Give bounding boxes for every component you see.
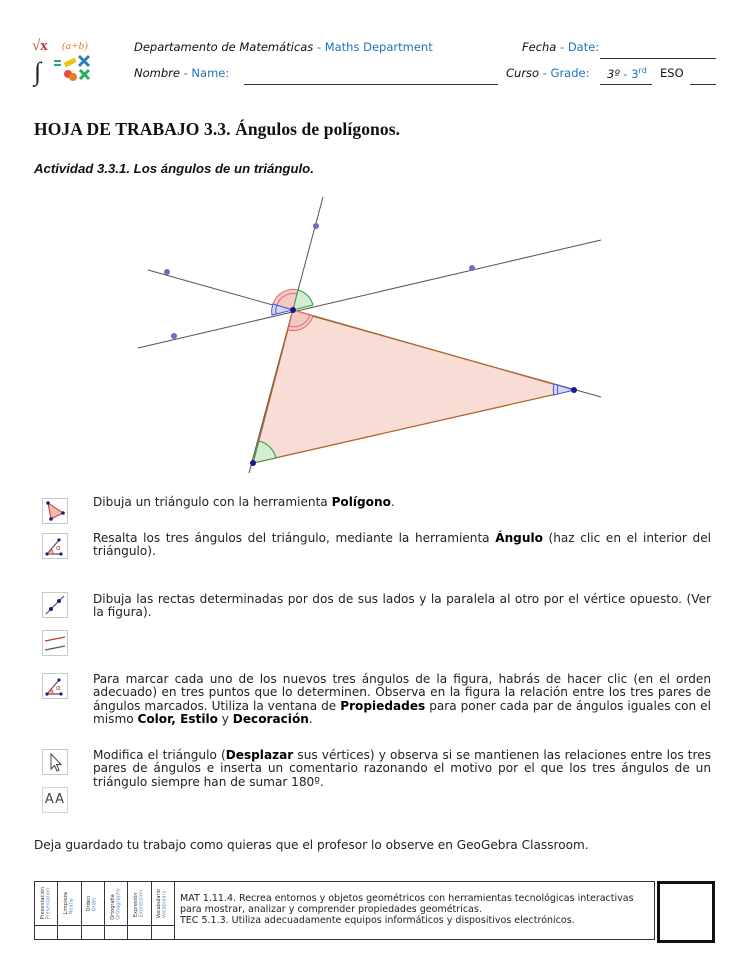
competency-line-3: TEC 5.1.3. Utiliza adecuadamente equipos informáticos y dispositivos electrónicos. <box>180 915 575 927</box>
department-en: Maths Department <box>324 40 433 54</box>
triangle-fill <box>253 310 574 463</box>
competency-line-1: MAT 1.11.4. Recrea entornos y objetos geométricos con herramientas tecnológicas interactivas <box>180 893 634 904</box>
activity-subtitle: Actividad 3.3.1. Los ángulos de un triángulo. <box>34 161 314 176</box>
polygon-tool-icon[interactable] <box>42 498 68 524</box>
rubric-col-en-orthography: Orthography <box>115 887 122 920</box>
department-sep: - <box>313 40 325 54</box>
rubric-col-es-order: Orden <box>86 895 93 912</box>
instruction-4-bold-2: Color, Estilo <box>137 712 218 727</box>
date-en: Date: <box>567 40 600 54</box>
rubric-col-presentation <box>35 882 58 925</box>
grade-en: Grade: <box>550 66 590 80</box>
instruction-5-bold-1: Desplazar <box>225 748 294 762</box>
logo-integral-text: ∫ <box>34 57 42 86</box>
instruction-1-end: . <box>390 495 395 509</box>
instruction-4-bold-1: Propiedades <box>340 698 426 713</box>
rubric-col-en-vocabulary: Vocabulary <box>161 890 168 919</box>
competency-text <box>180 893 650 927</box>
aux-point-1[interactable] <box>164 269 170 275</box>
logo-ab-text: (a+b) <box>62 40 88 52</box>
grade-value-sep: - <box>619 66 632 81</box>
angle-b[interactable] <box>553 384 574 395</box>
angle-tool-icon[interactable] <box>42 533 68 559</box>
instruction-3 <box>93 593 711 620</box>
date-es: Fecha <box>522 40 557 54</box>
instruction-4-text-1: Para marcar cada uno de los nuevos tres ángulos de la figura, habrás de hacer clic (en el orden adecuado) en tres puntos que lo determinen. Observa en la figura la relación entre los tres pares de ángulos marcados. Utiliza la ventana de <box>93 672 711 713</box>
rubric-col-en-expression: Expression <box>138 889 145 918</box>
rubric-col-expression <box>128 882 151 925</box>
rubric-col-es-neatly: Limpieza <box>62 892 69 915</box>
vertex-a[interactable] <box>290 307 296 313</box>
rubric-col-es-presentation: Presentación <box>39 887 46 920</box>
grade-value-es: 3º <box>607 66 620 81</box>
score-cell-order[interactable] <box>82 926 105 939</box>
rubric-col-label-orthography <box>111 888 122 920</box>
rubric-col-vocabulary <box>152 882 174 925</box>
instruction-2 <box>93 532 711 559</box>
grade-es: Curso <box>506 66 540 80</box>
text-tool-label: AA <box>44 792 66 807</box>
rubric-col-label-presentation <box>41 887 52 919</box>
rubric-col-neatly <box>58 882 81 925</box>
move-tool-icon[interactable] <box>42 749 68 775</box>
rubric-col-es-expression: Expresión <box>132 892 139 918</box>
department-es: Departamento de Matemáticas <box>134 40 314 54</box>
text-tool-icon[interactable] <box>42 787 68 813</box>
rubric-col-label-order <box>87 896 98 911</box>
name-sep: - <box>179 66 192 80</box>
svg-text:α: α <box>56 544 61 552</box>
date-sep: - <box>556 40 568 54</box>
instruction-2-text: Resalta los tres ángulos del triángulo, mediante la herramienta <box>93 531 496 545</box>
assessment-footer <box>34 881 655 940</box>
score-cell-expression[interactable] <box>128 926 151 939</box>
worksheet-title: HOJA DE TRABAJO 3.3. Ángulos de polígonos. <box>34 119 401 139</box>
name-es: Nombre <box>134 66 180 80</box>
vertex-c[interactable] <box>250 460 256 466</box>
vertex-b[interactable] <box>571 387 577 393</box>
instruction-1 <box>93 496 711 509</box>
rubric-col-label-neatly <box>64 892 75 914</box>
aux-point-3[interactable] <box>469 265 475 271</box>
instruction-2-bold: Ángulo <box>495 531 543 545</box>
aux-point-4[interactable] <box>171 333 177 339</box>
rubric-col-label-vocabulary <box>157 889 168 918</box>
instruction-5 <box>93 749 711 789</box>
rubric-col-en-order: Order <box>91 896 98 912</box>
rubric-header <box>35 882 175 926</box>
instruction-5-text-1: Modifica el triángulo ( <box>93 748 226 762</box>
line-tool-icon[interactable] <box>42 592 68 618</box>
grade-sep: - <box>539 66 551 80</box>
score-cell-vocabulary[interactable] <box>152 926 174 939</box>
instruction-4-text-2: para poner cada par de ángulos iguales con el mismo <box>93 698 711 727</box>
rubric-col-es-vocabulary: Vocabulario <box>156 888 163 919</box>
score-cell-presentation[interactable] <box>35 926 58 939</box>
angle-tool-icon-2[interactable] <box>42 673 68 699</box>
logo-sqrt-text: √x <box>32 38 48 54</box>
rubric-col-label-expression <box>134 890 145 917</box>
rubric-col-order <box>82 882 105 925</box>
closing-note: Deja guardado tu trabajo como quieras que el profesor lo observe en GeoGebra Classroom. <box>34 838 589 852</box>
aux-point-2[interactable] <box>313 223 319 229</box>
svg-text:α: α <box>56 684 61 692</box>
rubric-col-en-neatly: Neatly <box>68 898 75 915</box>
competency-line-2: para mostrar, analizar y comprender propiedades geométricas. <box>180 904 482 916</box>
grade-box[interactable] <box>657 881 715 943</box>
rubric-col-en-presentation: Presentation <box>45 888 52 920</box>
instruction-4-text-4: . <box>308 712 313 727</box>
instruction-1-text: Dibuja un triángulo con la herramienta <box>93 495 332 509</box>
grade-level: ESO <box>660 66 684 80</box>
grade-value-sup: rd <box>638 66 647 75</box>
rubric-score-row <box>35 926 175 939</box>
instruction-2-end: (haz clic en el interior del triángulo). <box>93 531 711 559</box>
grade-value-en: 3 <box>631 66 639 81</box>
instruction-4-text-3: y <box>217 712 233 727</box>
instruction-4-bold-3: Decoración <box>232 712 309 727</box>
score-cell-neatly[interactable] <box>58 926 81 939</box>
parallel-tool-icon[interactable] <box>42 630 68 656</box>
instruction-5-text-2: sus vértices) y observa si se mantienen las relaciones entre los tres pares de ángulos e inserta un comentario razonando el motivo por el que los tres ángulos de un triángulo siempre han de sumar 180º. <box>93 748 711 789</box>
instruction-1-bold: Polígono <box>331 495 391 509</box>
rubric-col-es-orthography: Ortografía <box>109 893 116 920</box>
rubric-col-orthography <box>105 882 128 925</box>
instruction-4 <box>93 673 711 727</box>
instruction-3-text: Dibuja las rectas determinadas por dos de sus lados y la paralela al otro por el vértice opuesto. (Ver la figura). <box>93 592 711 620</box>
name-en: Name: <box>191 66 230 80</box>
score-cell-orthography[interactable] <box>105 926 128 939</box>
